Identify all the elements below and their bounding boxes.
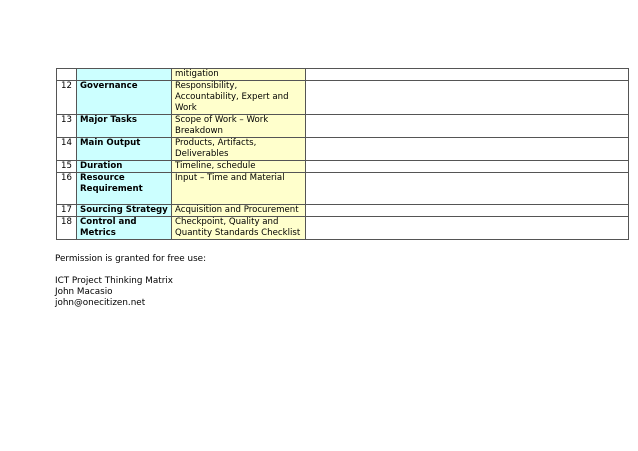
row-number: 14 — [57, 138, 77, 161]
table-row — [57, 138, 629, 161]
row-description: Responsibility, Accountability, Expert and Work — [172, 81, 306, 115]
ict-thinking-matrix-table — [56, 68, 629, 240]
row-number: 16 — [57, 173, 77, 205]
author-name: John Macasio — [55, 287, 113, 297]
row-area: Resource Requirement — [77, 173, 172, 205]
table-row — [57, 69, 629, 81]
row-area: Major Tasks — [77, 115, 172, 138]
row-description: Timeline, schedule — [172, 161, 306, 173]
table-row — [57, 173, 629, 205]
row-description: Input – Time and Material — [172, 173, 306, 205]
row-note — [306, 115, 629, 138]
author-email: john@onecitizen.net — [55, 298, 146, 308]
row-description: Acquisition and Procurement — [172, 205, 306, 217]
row-note — [306, 173, 629, 205]
table-row — [57, 115, 629, 138]
document-title: ICT Project Thinking Matrix — [55, 276, 173, 286]
row-area: Main Output — [77, 138, 172, 161]
table-row — [57, 81, 629, 115]
row-number: 18 — [57, 217, 77, 240]
row-description: Products, Artifacts, Deliverables — [172, 138, 306, 161]
table-row — [57, 205, 629, 217]
permission-notes — [55, 254, 206, 309]
row-number: 17 — [57, 205, 77, 217]
row-number: 15 — [57, 161, 77, 173]
permission-text: Permission is granted for free use: — [55, 254, 207, 264]
row-note — [306, 161, 629, 173]
row-area: Governance — [77, 81, 172, 115]
row-description: Scope of Work – Work Breakdown — [172, 115, 306, 138]
table-row — [57, 217, 629, 240]
row-area: Sourcing Strategy — [77, 205, 172, 217]
row-number — [57, 69, 77, 81]
row-note — [306, 138, 629, 161]
row-number: 13 — [57, 115, 77, 138]
row-note — [306, 81, 629, 115]
row-note — [306, 205, 629, 217]
row-area — [77, 69, 172, 81]
row-number: 12 — [57, 81, 77, 115]
table-row — [57, 161, 629, 173]
row-note — [306, 69, 629, 81]
row-area: Control and Metrics — [77, 217, 172, 240]
row-area: Duration — [77, 161, 172, 173]
row-note — [306, 217, 629, 240]
row-description: Checkpoint, Quality and Quantity Standards Checklist — [172, 217, 306, 240]
row-description: mitigation — [172, 69, 306, 81]
